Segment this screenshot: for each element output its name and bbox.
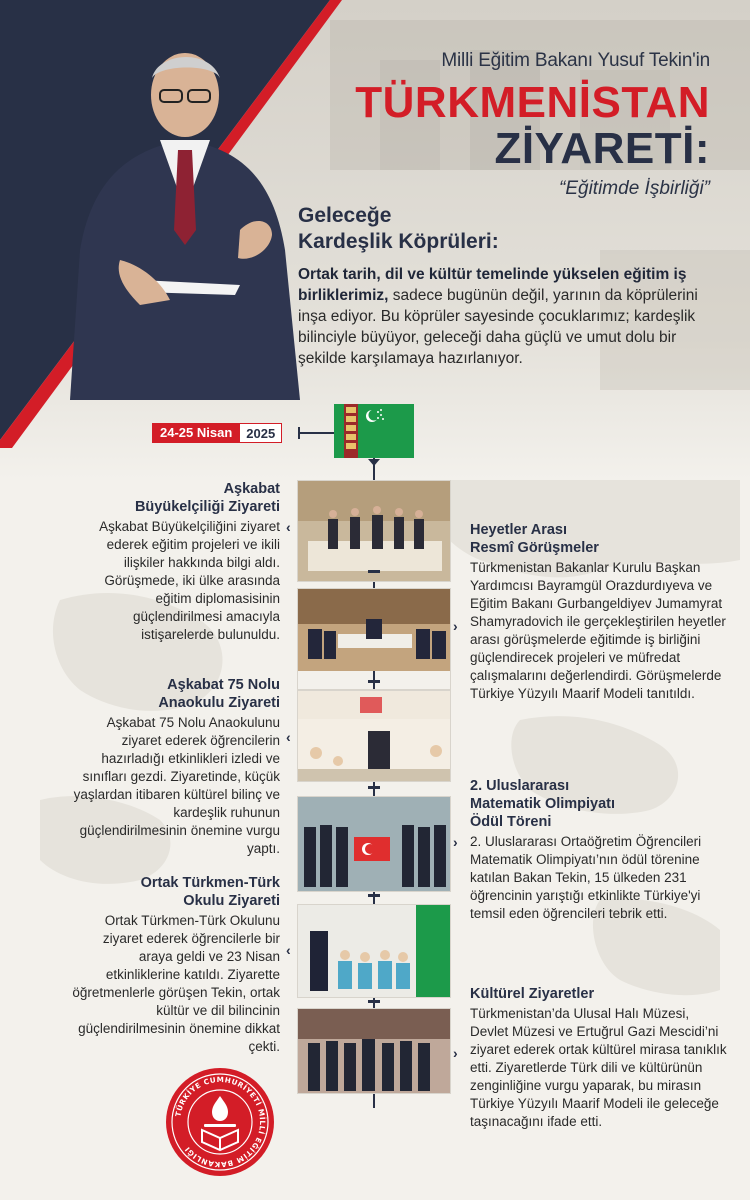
chevron-right-icon: › [453,618,458,634]
section-body: Türkmenistan Bakanlar Kurulu Başkan Yardımcısı Bayramgül Orazdurdıyeva ve Eğitim Bakanı Gurbangeldiyev Jumamyrat Shamyradovich ile gerçekleştirilen heyetler arası görüşmelerde eğitimde iş birliğini güçlendirecek projeleri ve müfredat çalışmalarını değerlendirdi. Görüşmelerde Türkiye Yüzyılı Maarif Modeli tanıtıldı. [470,560,726,701]
chevron-right-icon: › [453,834,458,850]
photo-cultural-visits [297,1008,451,1094]
intro-body-rest: sadece bugünün değil, yarının da köprülerini inşa ediyor. Bu köprüler sayesinde çocuklarımız; kardeşlik bilinciyle büyüyor, geleceği daha güçlü ve umut dolu bir şekilde karşılamaya hazırlanıyor. [298,287,698,367]
section-title: Aşkabat Büyükelçiliği Ziyareti [134,481,280,515]
chevron-right-icon: › [453,1045,458,1061]
date-badge [152,423,282,443]
section-math-olympiad [470,777,728,923]
header-title-country: TÜRKMENİSTAN [355,78,710,127]
meb-seal-logo [164,1066,276,1178]
section-title: 2. Uluslararası Matematik Olimpiyatı Ödül Töreni [470,778,616,830]
header-subtitle: “Eğitimde İşbirliği” [559,178,710,199]
section-body: Ortak Türkmen-Türk Okulunu ziyaret ederek öğrencilerle bir araya geldi ve 23 Nisan etkinliklerine katıldı. Ziyarette öğretmenlerle görüşen Tekin, ortak kültür ve dil bilincinin güçlendirilmesinin önemine dikkat çekti. [72,913,280,1054]
photo-olympiad-ceremony [297,796,451,892]
photo-embassy-visit [297,480,451,582]
section-cultural-visits [470,985,728,1131]
date-days: 24-25 Nisan [152,423,240,443]
date-connector-line [299,432,335,434]
intro-title [298,203,499,255]
section-body: Aşkabat Büyükelçiliğini ziyaret ederek eğitim projeleri ve ikili ilişkiler hakkında bilgi aldı. Görüşmede, iki ülke arasında eğitim diplomasisinin güçlendirilmesi amacıyla istişarelerde bulunuldu. [99,519,280,642]
svg-text:TÜRKİYE CUMHURİYETİ MİLLİ EĞİT: TÜRKİYE CUMHURİYETİ MİLLİ EĞİTİM BAKANLIĞI [173,1074,268,1170]
section-body: Aşkabat 75 Nolu Anaokulunu ziyaret ederek öğrencilerin hazırladığı etkinlikleri izledi ve sınıfları gezdi. Ziyaretinde, küçük yaşlardan itibaren kültürel bilinç ve kardeşlik ruhunun güçlendirilmesinin önemine vurgu yaptı. [73,715,280,856]
intro-title-line1: Geleceğe [298,204,392,227]
timeline-arrow-icon [368,459,380,466]
section-body: Türkmenistan’da Ulusal Halı Müzesi, Devlet Müzesi ve Ertuğrul Gazi Mescidi’ni ziyaret ederek ortak kültürel mirasa tanıklık etti. Ziyaretlerde Türk dili ve kültürünün zenginliğine vurgu yaparak, bu mirasın Türkiye Yüzyılı Maarif Modeli ile geleceğe taşınacağını ifade etti. [470,1006,727,1129]
date-year: 2025 [240,423,282,443]
intro-title-line2: Kardeşlik Köprüleri: [298,230,499,253]
timeline-tick [368,786,380,789]
section-title: Aşkabat 75 Nolu Anaokulu Ziyareti [158,677,280,711]
section-title: Kültürel Ziyaretler [470,986,595,1002]
section-embassy-visit [70,480,280,644]
turkmenistan-flag-icon [334,404,414,458]
timeline-tick [368,570,380,573]
photo-kindergarten-visit [297,690,451,782]
photo-turkmen-turk-school [297,904,451,998]
chevron-left-icon: ‹ [286,942,291,958]
timeline-tick [368,680,380,683]
header-supertitle: Milli Eğitim Bakanı Yusuf Tekin'in [441,50,710,71]
section-turkmen-turk-school [70,874,280,1056]
page-header [290,50,710,200]
photo-delegation-meeting [297,588,451,690]
section-title: Ortak Türkmen-Türk Okulu Ziyareti [140,875,280,909]
chevron-left-icon: ‹ [286,729,291,745]
intro-body [298,264,718,369]
section-title: Heyetler Arası Resmî Görüşmeler [470,522,599,556]
section-body: 2. Uluslararası Ortaöğretim Öğrencileri Matematik Olimpiyatı’nın ödül törenine katılan Bakan Tekin, 15 ülkeden 231 öğrencinin yarıştığı etkinlikte Türkiye'yi temsil eden öğrencileri tebrik etti. [470,834,702,921]
section-kindergarten-visit [70,676,280,858]
chevron-left-icon: ‹ [286,519,291,535]
intro-body-bold: Ortak tarih, dil ve kültür temelinde yükselen eğitim iş birliklerimiz, [298,266,687,304]
header-title-visit: ZİYARETİ: [494,124,710,173]
timeline-tick [368,1000,380,1003]
timeline-tick [368,894,380,897]
section-delegation-meetings [470,521,728,703]
